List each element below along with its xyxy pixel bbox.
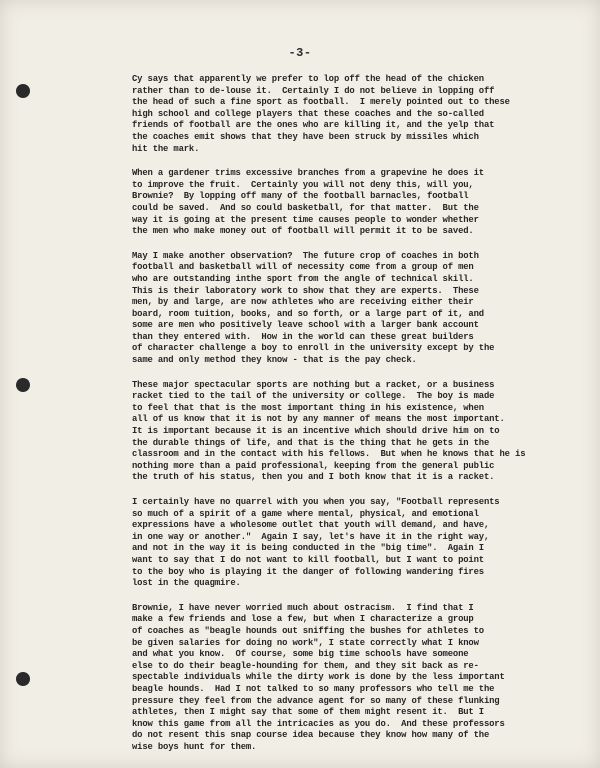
- text-line: know this game from all the intricacies as you do. And these professors: [132, 718, 505, 729]
- text-line: the durable things of life, and that is the thing that he gets in the: [132, 437, 490, 448]
- text-line: high school and college players that these coaches and the so-called: [132, 108, 484, 119]
- text-line: racket tied to the tail of the university or college. The boy is made: [132, 391, 495, 402]
- paragraph: [132, 168, 572, 238]
- letter-body: [132, 74, 572, 766]
- text-line: the coaches emit shows that they have been struck by missiles which: [132, 131, 479, 142]
- text-line: to the boy who is playing it the danger of following wandering fires: [132, 566, 484, 577]
- binder-hole: [16, 672, 30, 686]
- text-line: May I make another observation? The future crop of coaches in both: [132, 250, 479, 261]
- text-line: than they entered with. How in the world can these great builders: [132, 331, 474, 342]
- text-line: make a few friends and lose a few, but when I characterize a group: [132, 614, 474, 625]
- text-line: When a gardener trims excessive branches from a grapevine he does it: [132, 168, 484, 179]
- text-line: who are outstanding inthe sport from the angle of technical skill.: [132, 273, 474, 284]
- text-line: and what you know. Of course, some big time schools have someone: [132, 649, 469, 660]
- text-line: be given salaries for doing no work", I state correctly what I know: [132, 637, 479, 648]
- paragraph: [132, 251, 572, 367]
- text-line: in one way or another." Again I say, let's have it in the right way,: [132, 531, 490, 542]
- text-line: the truth of his status, then you and I both know that it is a racket.: [132, 472, 495, 483]
- text-line: expressions have a wholesome outlet that youth will demand, and have,: [132, 520, 490, 531]
- text-line: classroom and in the contact with his fellows. But when he knows that he is: [132, 449, 526, 460]
- text-line: the head of such a fine sport as football. I merely pointed out to these: [132, 97, 510, 108]
- binder-hole: [16, 378, 30, 392]
- text-line: lost in the quagmire.: [132, 578, 241, 589]
- text-line: wise boys hunt for them.: [132, 741, 257, 752]
- text-line: athletes, then I might say that some of them might resent it. But I: [132, 707, 484, 718]
- text-line: of character challenge a boy to enroll in the university except by the: [132, 343, 495, 354]
- paragraph: [132, 497, 572, 590]
- text-line: rather than to de-louse it. Certainly I do not believe in lopping off: [132, 85, 495, 96]
- text-line: some are men who positively leave school with a larger bank account: [132, 320, 479, 331]
- paragraph: [132, 380, 572, 484]
- text-line: I certainly have no quarrel with you when you say, "Football represents: [132, 497, 500, 507]
- text-line: and not in the way it is being conducted in the "big time". Again I: [132, 543, 484, 554]
- text-line: board, room tuition, books, and so forth, or a large part of it, and: [132, 308, 484, 319]
- text-line: pressure they feel from the advance agent for so many of these flunking: [132, 695, 500, 706]
- paragraph: [132, 74, 572, 155]
- text-line: spectable individuals while the dirty work is done by the less important: [132, 672, 505, 683]
- text-line: to feel that that is the most important thing in his existence, when: [132, 402, 484, 413]
- text-line: do not resent this snap course idea because they know how many of the: [132, 730, 490, 741]
- text-line: hit the mark.: [132, 143, 200, 154]
- text-line: beagle hounds. Had I not talked to so many professors who tell me the: [132, 683, 495, 694]
- text-line: nothing more than a paid professional, keeping from the general public: [132, 460, 495, 471]
- text-line: could be saved. And so could basketball, for that matter. But the: [132, 202, 479, 213]
- text-line: Cy says that apparently we prefer to lop off the head of the chicken: [132, 74, 484, 84]
- text-line: of coaches as "beagle hounds out sniffing the bushes for athletes to: [132, 625, 484, 636]
- text-line: It is important because it is an incentive which should drive him on to: [132, 426, 500, 437]
- text-line: Brownie, I have never worried much about ostracism. I find that I: [132, 602, 474, 613]
- text-line: else to do their beagle-hounding for them, and they sit back as re-: [132, 660, 479, 671]
- text-line: friends of football are the ones who are killing it, and the yelp that: [132, 120, 495, 131]
- text-line: so much of a spirit of a game where mental, physical, and emotional: [132, 508, 479, 519]
- text-line: This is their laboratory work to show that they are experts. These: [132, 285, 479, 296]
- text-line: football and basketball will of necessity come from a group of men: [132, 262, 474, 273]
- text-line: men, by and large, are now athletes who are receiving either their: [132, 297, 474, 308]
- text-line: same and only method they know - that is the pay check.: [132, 355, 417, 366]
- text-line: want to say that I do not want to kill football, but I want to point: [132, 554, 484, 565]
- text-line: Brownie? By lopping off many of the football barnacles, football: [132, 191, 469, 202]
- binder-hole: [16, 84, 30, 98]
- text-line: the men who make money out of football will permit it to be saved.: [132, 226, 474, 237]
- text-line: to improve the fruit. Certainly you will not deny this, will you,: [132, 179, 474, 190]
- text-line: all of us know that it is not by any manner of means the most important.: [132, 414, 505, 425]
- page-number: -3-: [288, 46, 312, 60]
- paragraph: [132, 603, 572, 754]
- text-line: These major spectacular sports are nothing but a racket, or a business: [132, 379, 495, 390]
- text-line: way it is going at the present time causes people to wonder whether: [132, 214, 479, 225]
